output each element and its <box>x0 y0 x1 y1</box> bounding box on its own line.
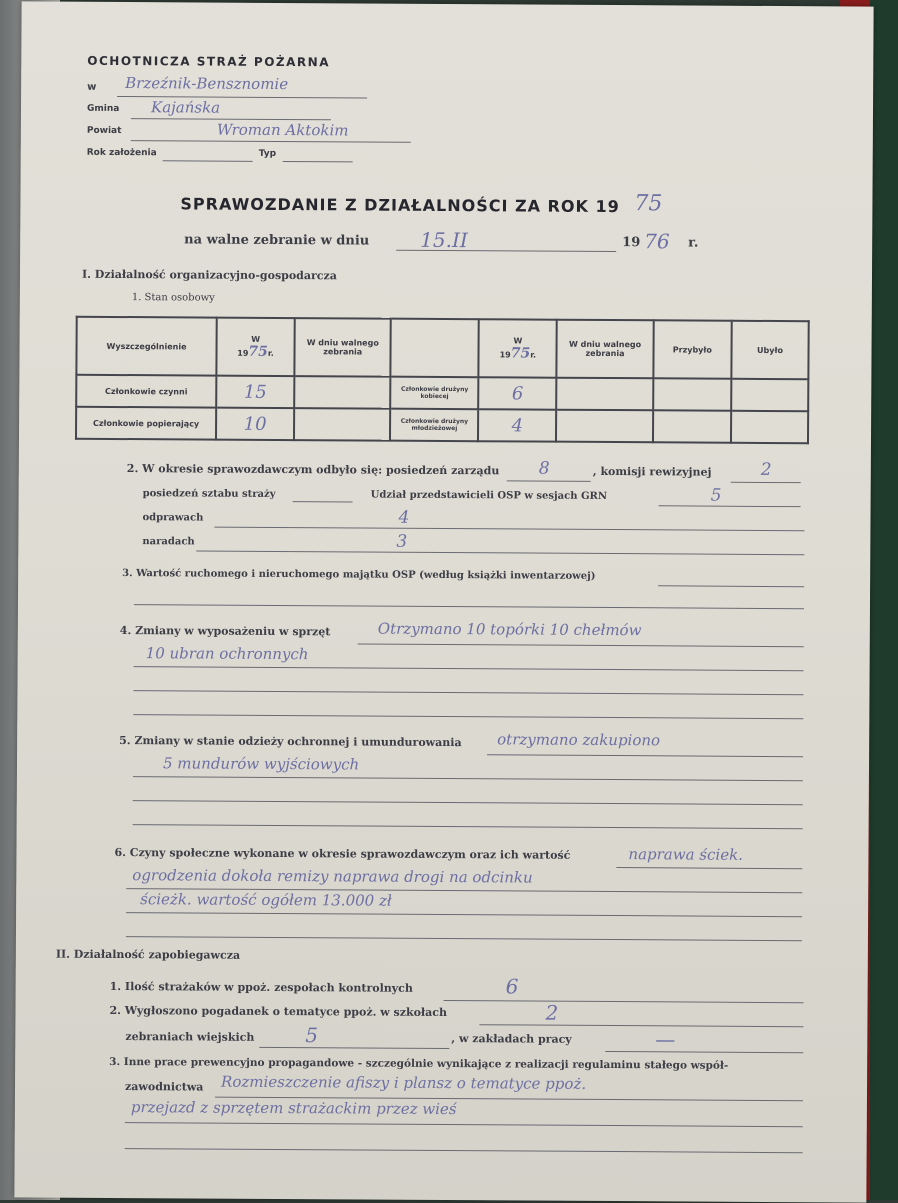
item-2-zarzad-value: 8 <box>538 458 550 479</box>
row-value: 4 <box>478 409 556 441</box>
sztab-label: posiedzeń sztabu straży <box>142 488 276 500</box>
rok-line <box>163 160 253 162</box>
row-sublabel: Członkowie drużyny kobiecej <box>391 377 479 410</box>
empty-cell <box>294 376 390 409</box>
s2-item-1-line <box>444 1000 804 1003</box>
row-label: Członkowie czynni <box>76 375 216 408</box>
s2-item-2-value: 2 <box>545 1000 559 1025</box>
zakladach-label: , w zakładach pracy <box>451 1032 572 1046</box>
s2-item-1-text: 1. Ilość strażaków w ppoż. zespołach kontrolnych <box>109 979 413 995</box>
table-header-row <box>76 317 808 379</box>
odprawach-value: 4 <box>398 507 410 528</box>
item-2-text: 2. W okresie sprawozdawczym odbyło się: posiedzeń zarządu <box>126 462 500 478</box>
row-value: 15 <box>216 376 294 408</box>
item-4-line-1 <box>358 643 804 647</box>
grn-label: Udział przedstawicieli OSP w sesjach GRN <box>370 489 608 502</box>
table-row <box>76 407 808 443</box>
table-row <box>76 375 808 411</box>
item-6-value-3: ścieżk. wartość ogółem 13.000 zł <box>140 890 392 910</box>
empty-cell <box>653 378 731 410</box>
s2-item-3-text-2: zawodnictwa <box>124 1080 204 1094</box>
col-year-2-prefix: 19 <box>499 349 511 359</box>
powiat-value: Wroman Aktokim <box>216 120 349 140</box>
grn-value: 5 <box>710 485 722 506</box>
empty-cell <box>557 378 653 411</box>
item-5-value-1: otrzymano zakupiono <box>497 730 661 750</box>
item-6-value-1: naprawa ściek. <box>628 845 744 864</box>
naradach-line <box>196 550 804 555</box>
empty-cell <box>653 410 731 442</box>
report-title: SPRAWOZDANIE Z DZIAŁALNOŚCI ZA ROK 19 <box>180 194 620 217</box>
col-walne-1: W dniu walnego zebrania <box>294 318 391 377</box>
zakladach-value: — <box>655 1027 676 1052</box>
item-5-line-2 <box>133 776 803 781</box>
stan-osobowy-table <box>75 316 810 444</box>
background-surface <box>870 0 898 1200</box>
zebraniach-value: 5 <box>305 1023 319 1048</box>
col-wyszczegolnienie: Wyszczególnienie <box>76 317 216 376</box>
zakladach-line <box>605 1051 803 1053</box>
section-1-heading: I. Działalność organizacyjno-gospodarcza <box>81 267 337 283</box>
col-walne-2: W dniu walnego zebrania <box>557 320 654 379</box>
report-year: 75 <box>634 191 663 217</box>
typ-label: Typ <box>258 148 277 159</box>
meeting-year-prefix: 19 <box>622 235 641 251</box>
odprawach-label: odprawach <box>142 512 204 524</box>
item-6-value-2: ogrodzenia dokoła remizy naprawa drogi na odcinku <box>132 866 533 887</box>
org-header: OCHOTNICZA STRAŻ POŻARNA <box>87 53 331 70</box>
col-year-1-prefix: 19 <box>237 348 249 358</box>
item-4-text: 4. Zmiany w wyposażeniu w sprzęt <box>119 624 331 639</box>
empty-cell <box>731 411 808 443</box>
grn-line <box>659 505 801 507</box>
row-sublabel: Członkowie drużyny młodzieżowej <box>390 409 478 442</box>
zebraniach-label: zebraniach wiejskich <box>125 1030 255 1044</box>
meeting-label: na walne zebranie w dniu <box>184 232 370 249</box>
col-blank <box>391 319 479 378</box>
item-2-rewizyjna-label: , komisji rewizyjnej <box>592 464 712 479</box>
col-year-2-w: W <box>513 335 523 345</box>
item-5-text: 5. Zmiany w stanie odzieży ochronnej i umundurowania <box>119 734 462 750</box>
empty-cell <box>556 410 652 443</box>
s2-item-2-text: 2. Wygłoszono pogadanek o tematyce ppoż. w szkołach <box>109 1003 448 1020</box>
item-2-rewizyjna-line <box>731 482 801 483</box>
item-4-value-2: 10 ubran ochronnych <box>145 644 309 664</box>
item-3-line-1 <box>658 585 804 587</box>
report-form-page <box>14 1 873 1202</box>
row-label: Członkowie popierający <box>76 407 216 440</box>
col-year-1-w: W <box>251 334 261 344</box>
empty-cell <box>294 408 390 441</box>
odprawach-line <box>214 527 804 532</box>
gmina-label: Gmina <box>86 103 120 115</box>
item-4-value-1: Otrzymano 10 topórki 10 chełmów <box>377 619 642 640</box>
powiat-label: Powiat <box>86 125 122 137</box>
meeting-year: 76 <box>644 229 670 254</box>
col-ubylo: Ubyło <box>731 321 808 379</box>
gmina-value: Kajańska <box>150 98 221 117</box>
item-6-line-4 <box>126 936 802 941</box>
rok-zalozenia-label: Rok założenia <box>86 147 157 159</box>
item-6-line-3 <box>126 912 802 917</box>
naradach-label: naradach <box>142 536 195 548</box>
item-5-value-2: 5 mundurów wyjściowych <box>162 754 360 774</box>
w-label: w <box>87 81 97 93</box>
col-year-2 <box>479 319 557 377</box>
s2-item-3-text: 3. Inne prace prewencyjno propagandowe - szczególnie wynikające z realizacji regulaminu stałego współ- <box>109 1055 729 1072</box>
meeting-r: r. <box>688 235 699 251</box>
item-3-line-2 <box>134 604 804 609</box>
naradach-value: 3 <box>396 531 408 552</box>
item-4-line-3 <box>133 690 803 695</box>
s2-item-1-value: 6 <box>505 974 519 999</box>
s2-item-3-value-2: przejazd z sprzętem strażackim przez wieś <box>130 1098 457 1119</box>
section-2-heading: II. Działalność zapobiegawcza <box>55 947 241 962</box>
col-year-1-hw: 75 <box>248 343 268 360</box>
meeting-date: 15.II <box>420 227 468 253</box>
item-6-line-1 <box>616 867 802 869</box>
row-value: 10 <box>216 408 294 440</box>
s2-item-3-value-1: Rozmieszczenie afiszy i plansz o tematyce ppoż. <box>221 1072 587 1093</box>
item-2-rewizyjna-value: 2 <box>760 459 772 480</box>
sztab-line <box>293 501 353 502</box>
zebraniach-line <box>259 1047 449 1049</box>
empty-cell <box>731 379 808 411</box>
item-4-line-2 <box>134 666 804 671</box>
col-year-1-r: r. <box>267 348 274 358</box>
item-5-line-3 <box>133 800 803 805</box>
item-3-text: 3. Wartość ruchomego i nieruchomego majątku OSP (według książki inwentarzowej) <box>122 568 596 582</box>
s2-item-3-line-2 <box>125 1122 803 1127</box>
col-przybylo: Przybyło <box>653 320 732 378</box>
col-year-2-hw: 75 <box>510 344 531 362</box>
row-value: 6 <box>478 377 556 409</box>
item-5-line-1 <box>487 754 803 757</box>
s2-item-3-line-3 <box>125 1148 803 1153</box>
col-year-2-r: r. <box>530 350 537 360</box>
item-6-text: 6. Czyny społeczne wykonane w okresie sprawozdawczym oraz ich wartość <box>114 845 571 862</box>
powiat-line <box>131 140 411 143</box>
item-5-line-4 <box>133 824 803 829</box>
col-year-1 <box>216 318 294 376</box>
w-value: Brzeźnik-Bensznomie <box>125 74 289 94</box>
typ-line <box>283 161 353 162</box>
item-2-zarzad-line <box>507 480 591 482</box>
s2-item-2-line <box>479 1024 803 1027</box>
stan-osobowy-label: 1. Stan osobowy <box>131 292 215 304</box>
item-4-line-4 <box>133 714 803 719</box>
